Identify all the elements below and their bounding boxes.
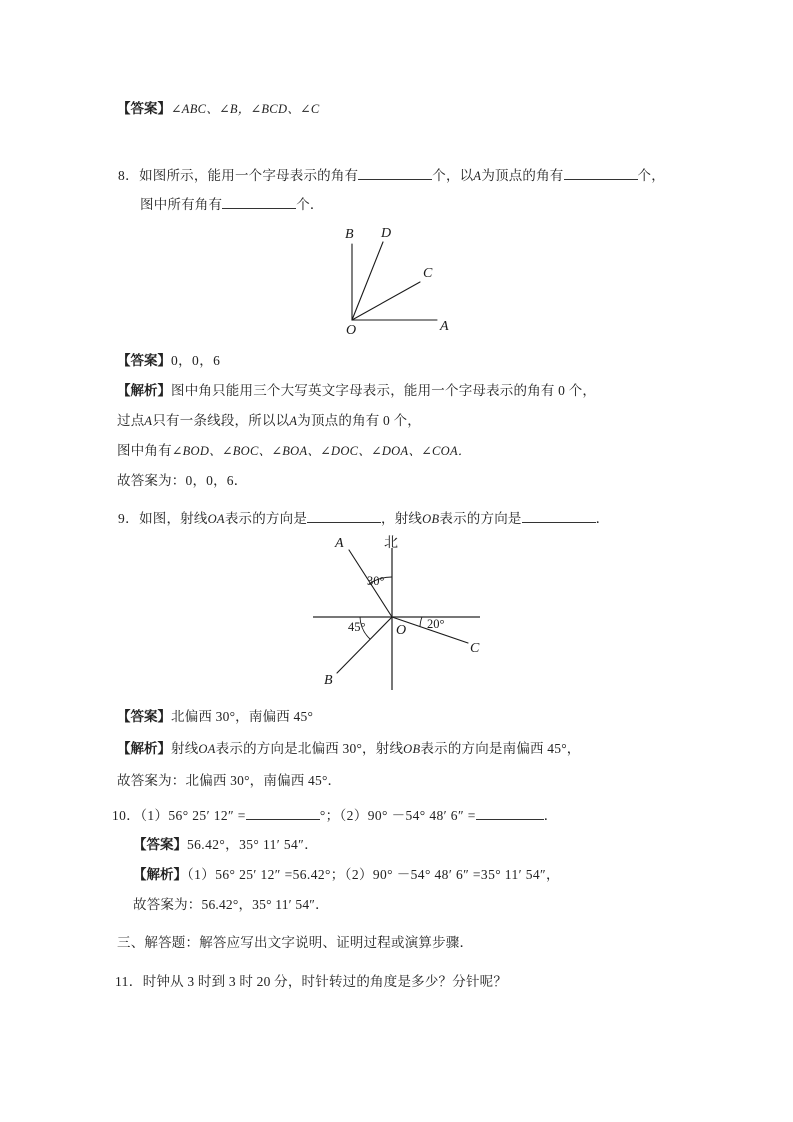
arc-20deg (420, 617, 422, 627)
angle-label-30: 30° (367, 574, 385, 588)
q9-text-c: ，射线 (381, 511, 423, 526)
q10-analysis-text-2: 故答案为：56.42°，35° 11′ 54″． (133, 897, 329, 912)
q8-analysis-text-4: 故答案为：0，0，6． (117, 473, 248, 488)
q11-question-line (115, 973, 507, 991)
analysis-tag: 【解析】 (117, 741, 171, 756)
q8-blank-2[interactable] (564, 166, 638, 180)
q10-text-c: ． (543, 808, 558, 823)
q8-text-f: 个． (296, 197, 324, 212)
figure-label-o: O (396, 623, 407, 638)
answer-tag: 【答案】 (117, 353, 171, 368)
q9-analysis-var-oa: OA (198, 742, 216, 756)
figure-label-a: A (440, 319, 449, 334)
answer-tag: 【答案】 (117, 709, 171, 724)
q10-analysis-line1 (133, 866, 560, 884)
q8-text-d: 个， (637, 168, 665, 183)
q8-angle-rays-figure (330, 224, 460, 336)
q10-analysis-text-1: （1）56° 25′ 12″ =56.42°；（2）90° －54° 48′ 6″ =35° 11′ 54″， (187, 867, 560, 882)
figure-label-b: B (345, 227, 354, 242)
ray-od (352, 242, 383, 320)
q8-question-line1 (118, 166, 665, 185)
q10-number: 10． (112, 808, 141, 823)
q10-answer-line (133, 836, 318, 854)
answer-tag: 【答案】 (117, 101, 171, 116)
q9-analysis-text-c: 表示的方向是南偏西 45°， (420, 741, 581, 756)
q9-compass-direction-figure (310, 533, 490, 695)
answer-tag: 【答案】 (133, 837, 187, 852)
q9-text-b: 表示的方向是 (224, 511, 308, 526)
q8-analysis-var-1: A (144, 414, 153, 428)
analysis-tag: 【解析】 (133, 867, 187, 882)
q10-text-b: °；（2）90° －54° 48′ 6″ = (319, 808, 476, 823)
q9-analysis-text-b: 表示的方向是北偏西 30°，射线 (215, 741, 404, 756)
q8-analysis-line1 (117, 382, 596, 400)
q9-analysis-line1 (117, 740, 581, 758)
section-3-text: 三、解答题：解答应写出文字说明、证明过程或演算步骤． (117, 935, 474, 950)
figure-label-o: O (346, 323, 357, 338)
q9-text-a: 如图，射线 (139, 511, 208, 526)
q10-analysis-line2 (133, 896, 329, 914)
figure-label-a: A (335, 536, 344, 551)
q8-answer-text: 0，0，6 (171, 353, 221, 368)
q10-answer-text: 56.42°，35° 11′ 54″． (187, 837, 319, 852)
q8-blank-3[interactable] (222, 195, 296, 209)
q9-question-line1 (118, 509, 609, 528)
section-3-heading (117, 934, 473, 952)
q9-text-e: ． (595, 511, 610, 526)
q8-text-e: 图中所有角有 (140, 197, 223, 212)
q8-analysis-line4 (117, 472, 247, 490)
q8-analysis-text-2a: 过点 (117, 413, 145, 428)
q10-text-a: （1）56° 25′ 12″ = (140, 808, 246, 823)
q8-analysis-var-2: A (289, 414, 298, 428)
figure-label-c: C (423, 266, 433, 281)
q9-var-ob: OB (422, 512, 440, 526)
angle-label-20: 20° (427, 617, 445, 631)
q8-text-a: 如图所示，能用一个字母表示的角有 (139, 168, 359, 183)
q8-var-a: A (473, 169, 482, 183)
q9-answer-text: 北偏西 30°，南偏西 45° (171, 709, 314, 724)
analysis-tag: 【解析】 (117, 383, 171, 398)
q10-question-line1 (112, 806, 558, 825)
q10-blank-1[interactable] (246, 806, 320, 820)
q8-analysis-line3 (117, 442, 471, 460)
q8-analysis-text-2b: 只有一条线段，所以以 (152, 413, 290, 428)
q9-analysis-text-a: 射线 (171, 741, 199, 756)
q9-text-d: 表示的方向是 (439, 511, 522, 526)
q8-question-line2 (140, 195, 324, 214)
q8-analysis-text-2c: 为顶点的角有 0 个， (297, 413, 421, 428)
q9-analysis-var-ob: OB (403, 742, 421, 756)
q9-blank-2[interactable] (522, 509, 596, 523)
q7-answer-line (117, 100, 319, 118)
q8-text-c: 为顶点的角有 (481, 168, 564, 183)
q9-answer-line (117, 708, 313, 726)
q9-analysis-text-2: 故答案为：北偏西 30°，南偏西 45°． (117, 773, 342, 788)
q8-analysis-line2 (117, 412, 421, 430)
figure-label-b: B (324, 673, 333, 688)
figure-label-c: C (470, 641, 480, 656)
figure-label-d: D (381, 226, 392, 241)
q11-number: 11． (115, 974, 143, 989)
angle-label-45: 45° (348, 620, 366, 634)
q8-blank-1[interactable] (358, 166, 432, 180)
q9-analysis-line2 (117, 772, 341, 790)
ray-oc (352, 282, 420, 320)
q8-analysis-text-1: 图中角只能用三个大写英文字母表示，能用一个字母表示的角有 0 个， (171, 383, 597, 398)
q11-text: 时钟从 3 时到 3 时 20 分，时针转过的角度是多少？分针呢？ (142, 974, 508, 989)
q9-var-oa: OA (207, 512, 225, 526)
q10-blank-2[interactable] (476, 806, 544, 820)
figure-label-north: 北 (384, 534, 398, 550)
q8-analysis-angles: ∠BOD、∠BOC、∠BOA、∠DOC、∠DOA、∠COA． (171, 444, 471, 458)
q8-text-b: 个，以 (432, 168, 474, 183)
q8-answer-line (117, 352, 220, 370)
q8-number: 8． (118, 168, 140, 183)
q7-answer-text: ∠ABC、∠B，∠BCD、∠C (171, 102, 320, 116)
q9-blank-1[interactable] (307, 509, 381, 523)
q9-number: 9． (118, 511, 140, 526)
q8-analysis-text-3a: 图中角有 (117, 443, 172, 458)
